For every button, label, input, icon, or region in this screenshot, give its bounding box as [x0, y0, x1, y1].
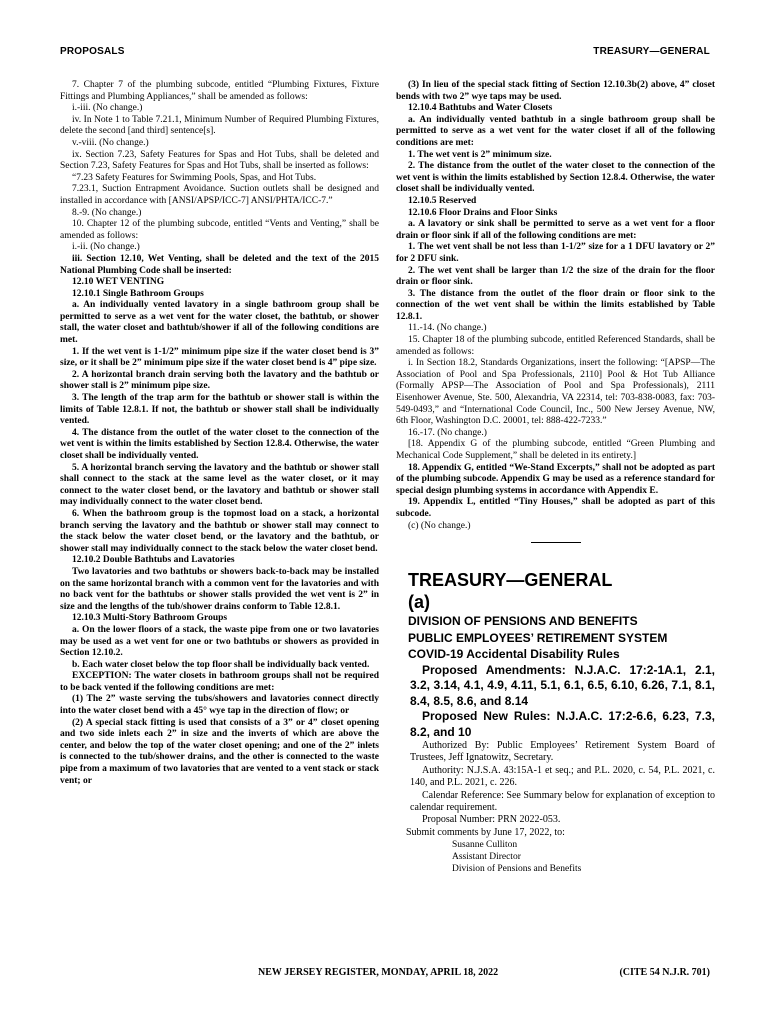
paragraph: 2. The wet vent shall be larger than 1/2 the size of the drain for the floor drain or floor sink. — [396, 265, 715, 288]
paragraph: i.-iii. (No change.) — [72, 103, 143, 114]
paragraph: 12.10.4 Bathtubs and Water Closets — [408, 103, 553, 114]
running-header-right: TREASURY—GENERAL — [593, 46, 710, 57]
paragraph: 3. The length of the trap arm for the bathtub or shower stall is within the limits of Table 12.8.1. If not, the bathtub or shower stall shall be individually vented. — [60, 393, 379, 427]
section-subtitle: (a) — [408, 592, 430, 613]
paragraph: 7.23.1, Suction Entrapment Avoidance. Suction outlets shall be designed and installed in accordance with [ANSI/APSP/ICC-7] ANSI/PHTA/ICC-7.” — [60, 184, 379, 206]
section-divider — [531, 542, 581, 543]
paragraph: 7. Chapter 7 of the plumbing subcode, entitled “Plumbing Fixtures, Fixture Fittings and Plumbing Appliances,” shall be amended as follows: — [60, 80, 379, 102]
authority: Authority: N.J.S.A. 43:15A-1 et seq.; and P.L. 2020, c. 54, P.L. 2021, c. 140, and P.L. 2021, c. 226. — [410, 764, 715, 789]
paragraph: “7.23 Safety Features for Swimming Pools, Spas, and Hot Tubs. — [72, 172, 317, 183]
paragraph: i. In Section 18.2, Standards Organizations, insert the following: “[APSP—The Association of Pool and Spa Professionals, 2110] Pool & Hot Tub Alliance (Formally APSP—The Association of Pool and Spa Professionals), 2111 Eisenhower Avenue, Ste. 500, Alexandria, VA 22314, tel: 703-838-0083, fax: 703-549-0493,” and “International Code Council, Inc., 500 New Jersey Avenue, NW, 6th Floor, Washington D.C. 20001, tel: 888-422-7233.” — [396, 358, 715, 427]
authorized-by: Authorized By: Public Employees’ Retirement System Board of Trustees, Jeff Ignatowitz, Secretary. — [410, 739, 715, 764]
paragraph: 19. Appendix L, entitled “Tiny Houses,” shall be adopted as part of this subcode. — [396, 497, 715, 519]
paragraph: 12.10 WET VENTING — [72, 277, 165, 288]
paragraph: 12.10.2 Double Bathtubs and Lavatories — [72, 555, 235, 566]
address-line: Division of Pensions and Benefits — [452, 864, 582, 875]
agency-line: PUBLIC EMPLOYEES’ RETIREMENT SYSTEM — [408, 630, 668, 645]
address-line: Assistant Director — [452, 852, 521, 863]
paragraph: 12.10.6 Floor Drains and Floor Sinks — [408, 207, 558, 218]
paragraph: 1. If the wet vent is 1-1/2” minimum pipe size if the water closet bend is 3” size, or it shall be 2” minimum pipe size if the water closet bend is 4” pipe size. — [60, 346, 379, 369]
paragraph: 11.-14. (No change.) — [408, 323, 487, 334]
proposed-new-rules: Proposed New Rules: N.J.A.C. 17:2-6.6, 6.23, 7.3, 8.2, and 10 — [410, 709, 715, 739]
paragraph: (1) The 2” waste serving the tubs/showers and lavatories connect directly into the water closet bend with a 45° wye tap in the direction of flow; or — [60, 694, 379, 717]
paragraph: 6. When the bathroom group is the topmost load on a stack, a horizontal branch serving the lavatory and the bathtub or shower stall may connect to the stack below the water closet bend, or the lavatory and the bathtub, or shower stall may individually connect to the stack below the water closet bend. — [60, 508, 379, 554]
paragraph: Two lavatories and two bathtubs or showers back-to-back may be installed on the same horizontal branch with a common vent for the lavatories and with no back vent for the bathtubs or shower stalls provided the wet vent is 2” in size and the lengths of the tub/shower drains conform to Table 12.8.1. — [60, 566, 379, 612]
paragraph: 2. The distance from the outlet of the water closet to the connection of the wet vent is within the limits established by Section 12.8.4. Otherwise, the water closet shall be individually vented. — [396, 161, 715, 195]
submit-comments: Submit comments by June 17, 2022, to: — [406, 826, 565, 838]
paragraph: 1. The wet vent shall be not less than 1-1/2” size for a 1 DFU lavatory or 2” for 2 DFU sink. — [396, 242, 715, 264]
section-title: TREASURY—GENERAL — [408, 570, 613, 591]
calendar-reference: Calendar Reference: See Summary below for explanation of exception to calendar requirement. — [410, 789, 715, 813]
paragraph: 12.10.5 Reserved — [408, 195, 477, 206]
paragraph: 16.-17. (No change.) — [408, 427, 487, 438]
paragraph: iii. Section 12.10, Wet Venting, shall be deleted and the text of the 2015 National Plumbing Code shall be inserted: — [60, 253, 379, 276]
paragraph: v.-viii. (No change.) — [72, 137, 149, 148]
paragraph: a. An individually vented lavatory in a single bathroom group shall be permitted to serve as a wet vent for the water closet, the bathtub, or shower stall, the water closet and bathtub/shower if all of the following conditions are met. — [60, 300, 379, 346]
paragraph: (c) (No change.) — [408, 520, 471, 531]
paragraph: b. Each water closet below the top floor shall be individually back vented. — [72, 659, 370, 670]
footer-citation: (CITE 54 N.J.R. 701) — [619, 967, 710, 978]
proposed-amendments: Proposed Amendments: N.J.A.C. 17:2-1A.1, 2.1, 3.2, 3.14, 4.1, 4.9, 4.11, 5.1, 6.1, 6.5, 6.10, 6.26, 7.1, 8.1, 8.4, 8.5, 8.6, and 8.14 — [410, 662, 715, 708]
paragraph: 12.10.3 Multi-Story Bathroom Groups — [72, 613, 228, 624]
left-column — [60, 80, 379, 787]
proposal-number: Proposal Number: PRN 2022-053. — [422, 814, 561, 826]
paragraph: a. A lavatory or sink shall be permitted to serve as a wet vent for a floor drain or floor sink if all of the following conditions are met: — [396, 219, 715, 241]
paragraph: 1. The wet vent is 2” minimum size. — [408, 149, 552, 160]
rule-topic: COVID-19 Accidental Disability Rules — [408, 647, 620, 662]
paragraph: (2) A special stack fitting is used that consists of a 3” or 4” closet opening and two side inlets each 2” in size and the inverts of which are above the center, and below the top of the water closet opening; and one of the 2” inlets is connected to the tub/shower drains, and the other is connected to the waste pipe from a maximum of two lavatories that are vented to a vent stack or stack vent; or — [60, 717, 379, 786]
paragraph: EXCEPTION: The water closets in bathroom groups shall not be required to be back vented if the following conditions are met: — [60, 671, 379, 693]
paragraph: [18. Appendix G of the plumbing subcode, entitled “Green Plumbing and Mechanical Code Supplement,” shall be deleted in its entirety.] — [396, 439, 715, 461]
right-column — [396, 80, 715, 875]
paragraph: a. An individually vented bathtub in a single bathroom group shall be permitted to serve as a wet vent for the water closet if all of the following conditions are met: — [396, 114, 715, 148]
address-line: Susanne Culliton — [452, 840, 518, 851]
right-column-text — [396, 80, 715, 532]
paragraph: a. On the lower floors of a stack, the waste pipe from one or two lavatories may be used as a wet vent for one or two bathtubs or showers as provided in Section 12.10.2. — [60, 624, 379, 659]
paragraph: 4. The distance from the outlet of the water closet to the connection of the wet vent is within the limits established by Section 12.8.4. Otherwise, the water closet shall be individually vented. — [60, 427, 379, 461]
agency-line: DIVISION OF PENSIONS AND BENEFITS — [408, 614, 638, 629]
footer-register-date: NEW JERSEY REGISTER, MONDAY, APRIL 18, 2022 — [258, 967, 499, 978]
paragraph: 10. Chapter 12 of the plumbing subcode, entitled “Vents and Venting,” shall be amended as follows: — [60, 219, 379, 241]
paragraph: 12.10.1 Single Bathroom Groups — [72, 288, 204, 299]
paragraph: 5. A horizontal branch serving the lavatory and the bathtub or shower stall shall connect to the stack at the same level as the water closet, or it may connect to the water closet bend, or the lavatory and bathtub or shower stall may individually connect to the water closet bend. — [60, 462, 379, 508]
paragraph: (3) In lieu of the special stack fitting of Section 12.10.3b(2) above, 4” closet bends with two 2” wye taps may be used. — [396, 80, 715, 102]
paragraph: 15. Chapter 18 of the plumbing subcode, entitled Referenced Standards, shall be amended as follows: — [396, 335, 715, 357]
paragraph: iv. In Note 1 to Table 7.21.1, Minimum Number of Required Plumbing Fixtures, delete the second [and third] sentence[s]. — [60, 114, 379, 137]
paragraph: ix. Section 7.23, Safety Features for Spas and Hot Tubs, shall be deleted and Section 7.23, Safety Features for Spas and Hot Tubs, shall be inserted as follows: — [60, 149, 379, 172]
paragraph: 3. The distance from the outlet of the floor drain or floor sink to the connection of the wet vent shall be within the limits established by Table 12.8.1. — [396, 288, 715, 322]
running-header-left: PROPOSALS — [60, 46, 125, 57]
paragraph: i.-ii. (No change.) — [72, 242, 140, 253]
paragraph: 18. Appendix G, entitled “We-Stand Excerpts,” shall not be adopted as part of the plumbing subcode. Appendix G may be used as a reference standard for special design plumbing systems in accordance with Appendix E. — [396, 462, 715, 496]
paragraph: 2. A horizontal branch drain serving both the lavatory and the bathtub or shower stall is 2” minimum pipe size. — [60, 369, 379, 392]
paragraph: 8.-9. (No change.) — [72, 207, 142, 218]
